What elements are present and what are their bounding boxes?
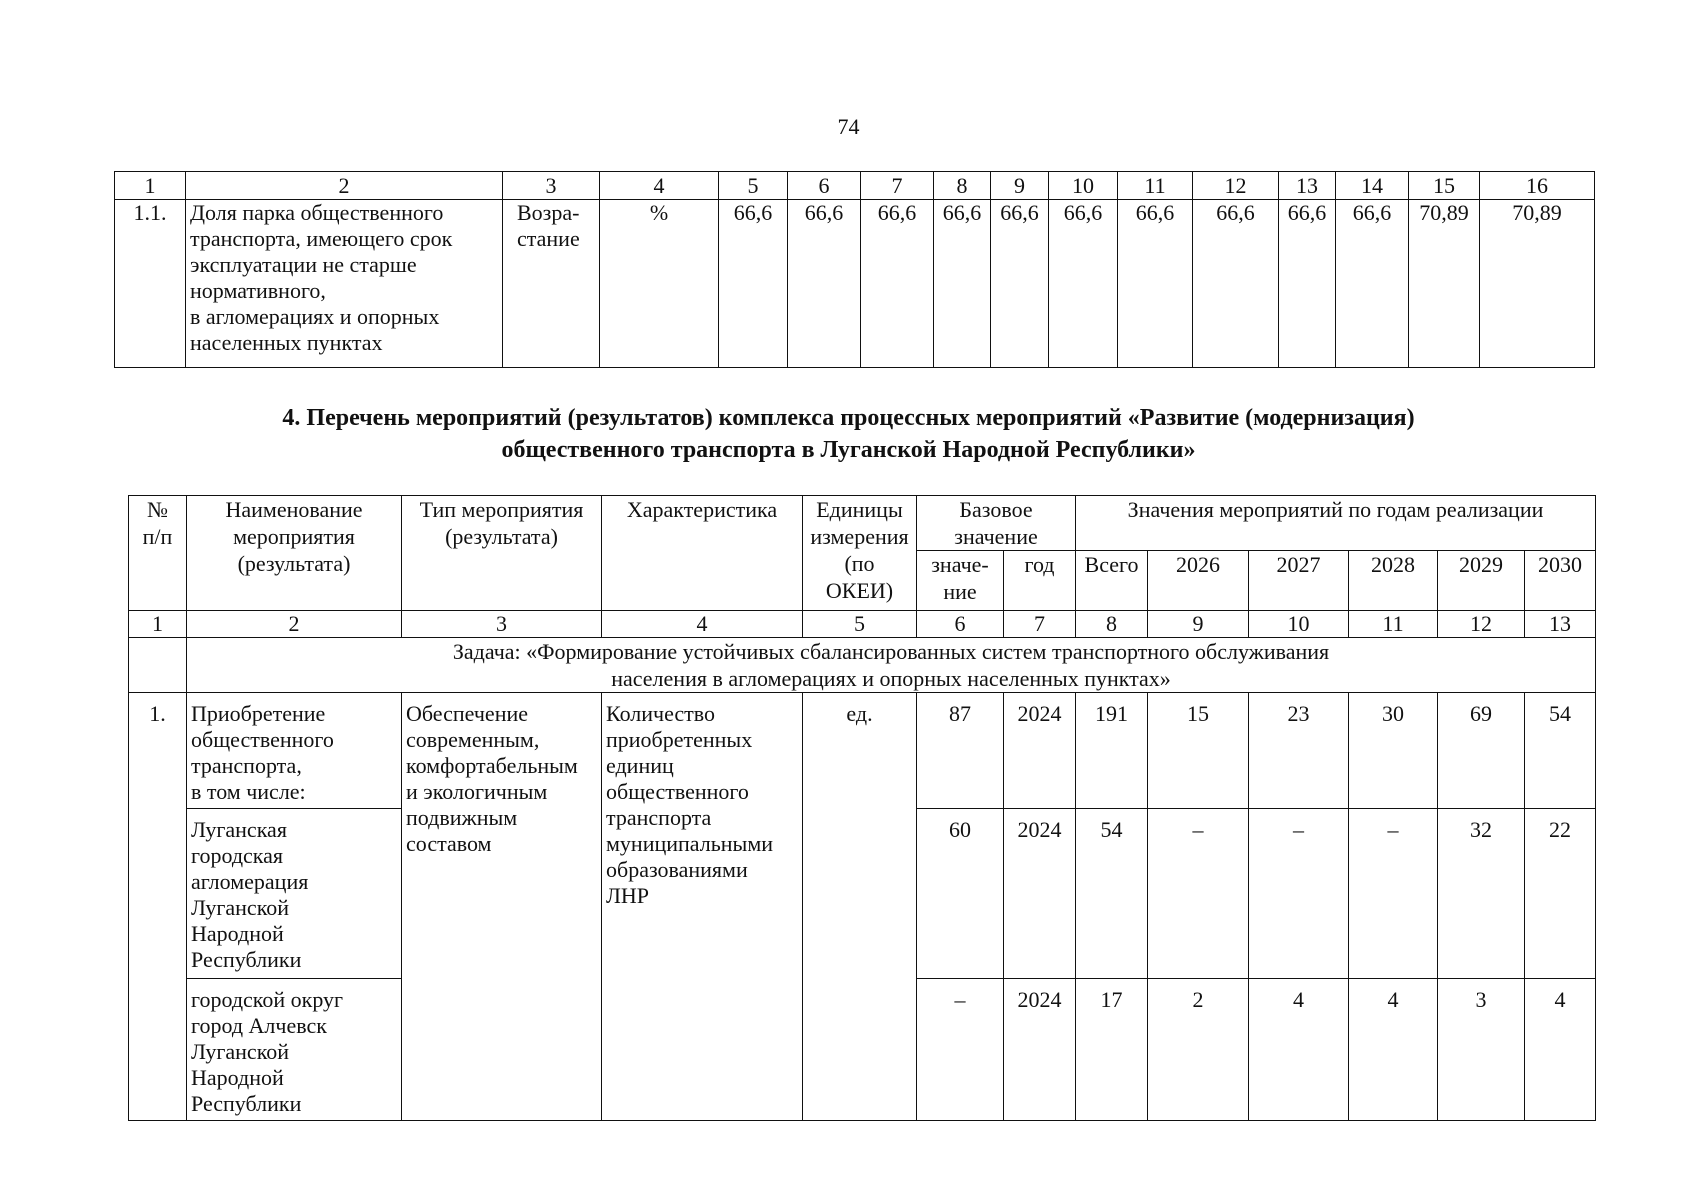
measure-type <box>402 693 602 1121</box>
text-line: ЛНР <box>606 883 650 908</box>
col-number: 1 <box>129 611 187 638</box>
task-empty-cell <box>129 638 187 693</box>
header-base-year: год <box>1004 551 1076 611</box>
col-number: 8 <box>934 172 991 200</box>
header-base <box>917 496 1076 551</box>
col-number: 11 <box>1349 611 1438 638</box>
header-year: 2027 <box>1249 551 1349 611</box>
indicator-value: 66,6 <box>991 200 1049 368</box>
section-title <box>0 402 1697 466</box>
col-number: 8 <box>1076 611 1148 638</box>
col-number: 9 <box>1148 611 1249 638</box>
header-year: 2028 <box>1349 551 1438 611</box>
text-line: и экологичным <box>406 779 548 804</box>
indicator-value: 66,6 <box>788 200 861 368</box>
header-line: мероприятия <box>233 524 355 549</box>
header-unit <box>803 496 917 611</box>
text-line: Республики <box>191 947 302 972</box>
year-value: 3 <box>1438 979 1525 1121</box>
text-line: Республики <box>191 1091 302 1116</box>
base-value: 60 <box>917 809 1004 979</box>
text-line: составом <box>406 831 492 856</box>
year-value: 69 <box>1438 693 1525 809</box>
col-number: 10 <box>1049 172 1118 200</box>
year-value: 30 <box>1349 693 1438 809</box>
col-number: 3 <box>503 172 600 200</box>
column-numbers-row <box>129 611 1596 638</box>
section-title-line: общественного транспорта в Луганской Народной Республики» <box>501 437 1196 463</box>
text-line: транспорта <box>606 805 712 830</box>
text-line: городской округ <box>191 987 344 1012</box>
text-line: общественного <box>191 727 334 752</box>
col-number: 7 <box>1004 611 1076 638</box>
task-row <box>129 638 1596 693</box>
text-line: муниципальными <box>606 831 774 856</box>
indicator-value: 66,6 <box>1193 200 1279 368</box>
indicator-table-header-row <box>115 172 1595 200</box>
header-line: (результата) <box>237 551 351 576</box>
col-number: 2 <box>186 172 503 200</box>
col-number: 2 <box>187 611 402 638</box>
text-line: комфортабельным <box>406 753 578 778</box>
col-number: 3 <box>402 611 602 638</box>
text-line: единиц <box>606 753 674 778</box>
indicator-value: 66,6 <box>934 200 991 368</box>
text-line: в том числе: <box>191 779 306 804</box>
text-line: агломерация <box>191 869 309 894</box>
row-number: 1.1. <box>115 200 186 368</box>
indicator-value: 66,6 <box>861 200 934 368</box>
header-line: Единицы <box>816 497 903 522</box>
table-row <box>129 693 1596 809</box>
year-value: 23 <box>1249 693 1349 809</box>
col-number: 12 <box>1193 172 1279 200</box>
year-value: 4 <box>1349 979 1438 1121</box>
col-number: 14 <box>1336 172 1409 200</box>
text-line: городская <box>191 843 284 868</box>
text-line: Народной <box>191 921 284 946</box>
col-number: 13 <box>1279 172 1336 200</box>
text-line: город Алчевск <box>191 1013 327 1038</box>
header-total: Всего <box>1076 551 1148 611</box>
header-num <box>129 496 187 611</box>
header-line: измерения <box>810 524 909 549</box>
task-line: населения в агломерациях и опорных населенных пунктах» <box>611 666 1171 691</box>
header-line: п/п <box>142 524 173 549</box>
header-line: ние <box>943 579 977 604</box>
base-year: 2024 <box>1004 693 1076 809</box>
col-number: 16 <box>1480 172 1595 200</box>
total-value: 17 <box>1076 979 1148 1121</box>
header-line: (по <box>844 551 875 576</box>
year-value: 32 <box>1438 809 1525 979</box>
header-line: значение <box>954 524 1038 549</box>
col-number: 13 <box>1525 611 1596 638</box>
year-value: 2 <box>1148 979 1249 1121</box>
indicator-value: 66,6 <box>1118 200 1193 368</box>
indicator-row <box>115 200 1595 368</box>
section-title-line: 4. Перечень мероприятий (результатов) комплекса процессных мероприятий «Развитие (модернизация) <box>282 405 1415 431</box>
text-line: современным, <box>406 727 540 752</box>
header-year: 2030 <box>1525 551 1596 611</box>
col-number: 4 <box>602 611 803 638</box>
text-line: Возра- <box>517 200 580 225</box>
indicator-value: 70,89 <box>1409 200 1480 368</box>
col-number: 1 <box>115 172 186 200</box>
text-line: Луганская <box>191 817 287 842</box>
measure-name <box>187 809 402 979</box>
indicator-value: 70,89 <box>1480 200 1595 368</box>
text-line: Приобретение <box>191 701 326 726</box>
task-text <box>187 638 1596 693</box>
measure-name <box>187 979 402 1121</box>
text-line: транспорта, имеющего срок <box>190 226 453 251</box>
indicator-value: 66,6 <box>1336 200 1409 368</box>
row-number: 1. <box>129 693 187 1121</box>
measure-characteristic <box>602 693 803 1121</box>
header-line: Наименование <box>225 497 363 522</box>
year-value: – <box>1249 809 1349 979</box>
text-line: Луганской <box>191 895 290 920</box>
base-year: 2024 <box>1004 979 1076 1121</box>
year-value: – <box>1349 809 1438 979</box>
col-number: 7 <box>861 172 934 200</box>
year-value: 54 <box>1525 693 1596 809</box>
total-value: 54 <box>1076 809 1148 979</box>
base-value: 87 <box>917 693 1004 809</box>
text-line: населенных пунктах <box>190 330 383 355</box>
header-base-value <box>917 551 1004 611</box>
base-value: – <box>917 979 1004 1121</box>
col-number: 15 <box>1409 172 1480 200</box>
text-line: Количество <box>606 701 716 726</box>
col-number: 11 <box>1118 172 1193 200</box>
header-characteristic: Характеристика <box>602 496 803 611</box>
header-type <box>402 496 602 611</box>
header-row <box>129 496 1596 551</box>
year-value: – <box>1148 809 1249 979</box>
indicator-unit: % <box>600 200 719 368</box>
measure-unit: ед. <box>803 693 917 1121</box>
text-line: в агломерациях и опорных <box>190 304 440 329</box>
text-line: образованиями <box>606 857 748 882</box>
text-line: Доля парка общественного <box>190 200 444 225</box>
header-year: 2029 <box>1438 551 1525 611</box>
indicator-table <box>114 171 1595 368</box>
page-number: 74 <box>837 114 860 139</box>
total-value: 191 <box>1076 693 1148 809</box>
col-number: 10 <box>1249 611 1349 638</box>
header-line: ОКЕИ) <box>825 578 894 603</box>
text-line: общественного <box>606 779 749 804</box>
base-year: 2024 <box>1004 809 1076 979</box>
header-years-group: Значения мероприятий по годам реализации <box>1076 496 1596 551</box>
text-line: стание <box>517 226 580 251</box>
year-value: 22 <box>1525 809 1596 979</box>
indicator-value: 66,6 <box>1049 200 1118 368</box>
indicator-name <box>186 200 503 368</box>
text-line: приобретенных <box>606 727 753 752</box>
indicator-trend <box>503 200 600 368</box>
header-line: значе- <box>931 552 989 577</box>
header-line: (результата) <box>445 524 558 549</box>
text-line: транспорта, <box>191 753 302 778</box>
col-number: 12 <box>1438 611 1525 638</box>
col-number: 4 <box>600 172 719 200</box>
text-line: эксплуатации не старше <box>190 252 417 277</box>
indicator-value: 66,6 <box>1279 200 1336 368</box>
text-line: Луганской <box>191 1039 290 1064</box>
header-year: 2026 <box>1148 551 1249 611</box>
col-number: 6 <box>917 611 1004 638</box>
header-line: № <box>147 497 168 522</box>
text-line: Народной <box>191 1065 284 1090</box>
col-number: 5 <box>719 172 788 200</box>
col-number: 6 <box>788 172 861 200</box>
text-line: Обеспечение <box>406 701 528 726</box>
col-number: 5 <box>803 611 917 638</box>
measure-name <box>187 693 402 809</box>
year-value: 4 <box>1525 979 1596 1121</box>
text-line: нормативного, <box>190 278 326 303</box>
measures-table <box>128 495 1596 1121</box>
header-name <box>187 496 402 611</box>
year-value: 15 <box>1148 693 1249 809</box>
header-line: Тип мероприятия <box>419 497 584 522</box>
text-line: подвижным <box>406 805 518 830</box>
header-line: Базовое <box>959 497 1033 522</box>
year-value: 4 <box>1249 979 1349 1121</box>
indicator-value: 66,6 <box>719 200 788 368</box>
col-number: 9 <box>991 172 1049 200</box>
task-line: Задача: «Формирование устойчивых сбалансированных систем транспортного обслуживания <box>452 639 1330 664</box>
